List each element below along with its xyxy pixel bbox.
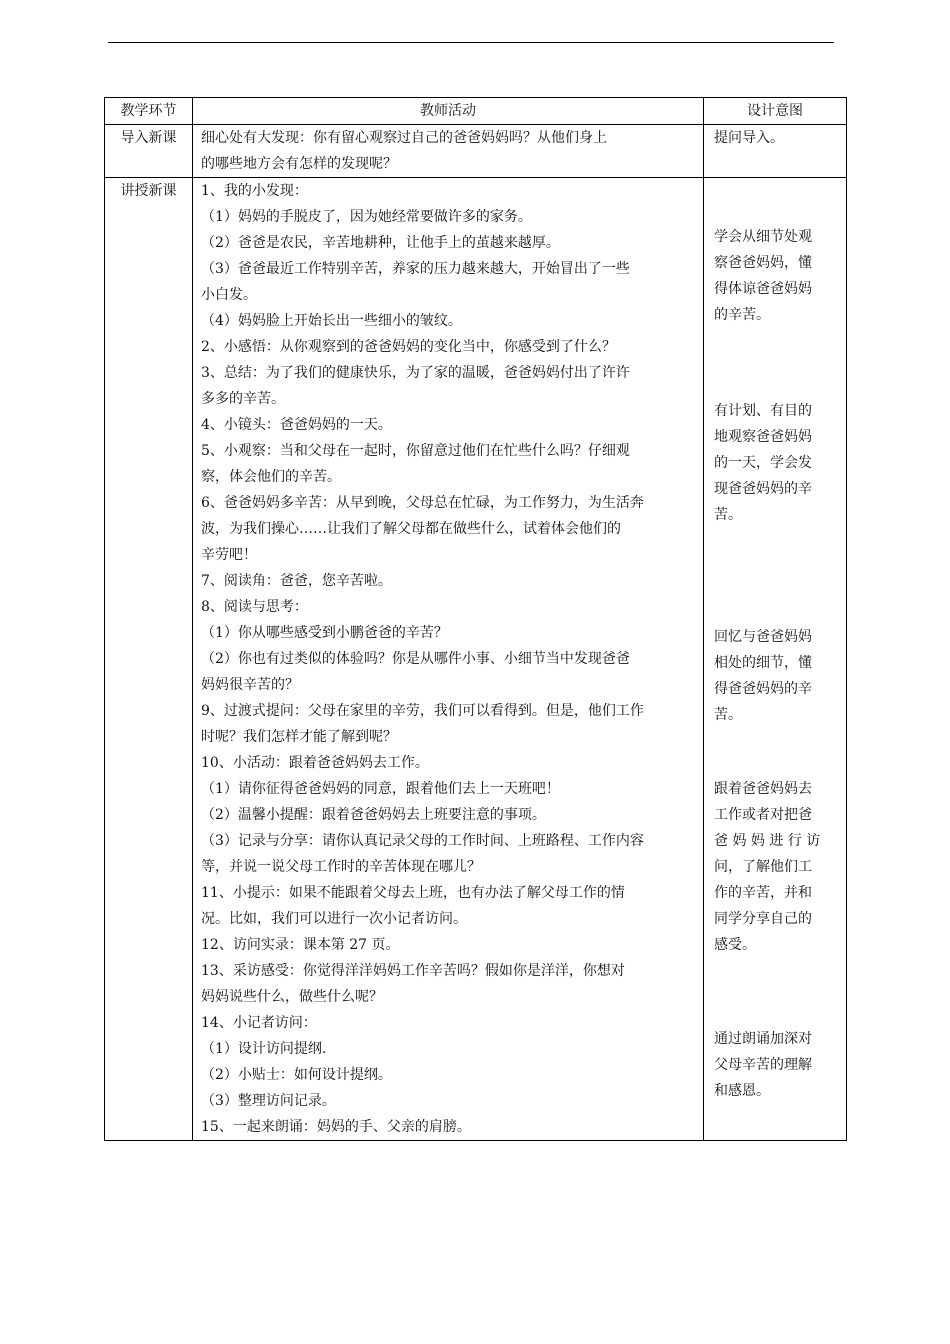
intent-block <box>714 624 842 728</box>
activity-line: （1）妈妈的手脱皮了，因为她经常要做许多的家务。 <box>201 209 532 225</box>
intent-block <box>714 1026 842 1104</box>
activity-line: 的哪些地方会有怎样的发现呢？ <box>201 156 397 172</box>
table-header-row <box>105 98 847 125</box>
activity-cell <box>193 125 704 178</box>
activity-line: 2、小感悟：从你观察到的爸爸妈妈的变化当中，你感受到了什么？ <box>201 339 616 355</box>
activity-line: 细心处有大发现：你有留心观察过自己的爸爸妈妈吗？从他们身上 <box>201 130 607 146</box>
activity-line: 12、访问实录：课本第 27 页。 <box>201 937 400 953</box>
activity-line: 15、一起来朗诵：妈妈的手、父亲的肩膀。 <box>201 1119 471 1135</box>
intent-line: 得体谅爸爸妈妈 <box>714 281 812 297</box>
intent-line: 跟着爸爸妈妈去 <box>714 781 812 797</box>
intent-line: 的辛苦。 <box>714 307 770 323</box>
activity-line: 况。比如，我们可以进行一次小记者访问。 <box>201 911 467 927</box>
activity-line: 波，为我们操心……让我们了解父母都在做些什么，试着体会他们的 <box>201 521 621 537</box>
activity-line: （2）爸爸是农民，辛苦地耕种，让他手上的茧越来越厚。 <box>201 235 560 251</box>
activity-line: （3）记录与分享：请你认真记录父母的工作时间、上班路程、工作内容 <box>201 833 644 849</box>
activity-line: 5、小观察：当和父母在一起时，你留意过他们在忙些什么吗？仔细观 <box>201 443 630 459</box>
intent-line: 父母辛苦的理解 <box>714 1057 812 1073</box>
activity-line: （3）爸爸最近工作特别辛苦，养家的压力越来越大，开始冒出了一些 <box>201 261 630 277</box>
table-row <box>105 125 847 178</box>
activity-line: 8、阅读与思考： <box>201 599 308 615</box>
table-row <box>105 178 847 1141</box>
activity-line: 9、过渡式提问：父母在家里的辛劳，我们可以看得到。但是，他们工作 <box>201 703 644 719</box>
intent-cell <box>704 125 847 178</box>
intent-cell <box>704 178 847 1141</box>
intent-line: 提问导入。 <box>714 130 784 146</box>
activity-line: 3、总结：为了我们的健康快乐，为了家的温暖，爸爸妈妈付出了许许 <box>201 365 630 381</box>
activity-line: （2）你也有过类似的体验吗？你是从哪件小事、小细节当中发现爸爸 <box>201 651 630 667</box>
intent-line: 爸 妈 妈 进 行 访 <box>714 833 821 849</box>
intent-line: 相处的细节，懂 <box>714 655 812 671</box>
activity-line: 10、小活动：跟着爸爸妈妈去工作。 <box>201 755 429 771</box>
activity-line: 7、阅读角：爸爸，您辛苦啦。 <box>201 573 392 589</box>
activity-line: 察，体会他们的辛苦。 <box>201 469 341 485</box>
stage-cell: 导入新课 <box>105 125 193 178</box>
activity-line: （3）整理访问记录。 <box>201 1093 336 1109</box>
activity-line: 辛劳吧！ <box>201 547 257 563</box>
intent-line: 学会从细节处观 <box>714 229 812 245</box>
intent-line: 和感恩。 <box>714 1083 770 1099</box>
intent-line: 工作或者对把爸 <box>714 807 812 823</box>
activity-cell <box>193 178 704 1141</box>
activity-line: 13、采访感受：你觉得洋洋妈妈工作辛苦吗？假如你是洋洋，你想对 <box>201 963 625 979</box>
activity-line: 14、小记者访问： <box>201 1015 317 1031</box>
intent-line: 苦。 <box>714 507 742 523</box>
activity-line: （2）小贴士：如何设计提纲。 <box>201 1067 392 1083</box>
header-activity: 教师活动 <box>193 98 704 125</box>
activity-line: 1、我的小发现： <box>201 183 308 199</box>
lesson-plan-table <box>104 97 847 1141</box>
activity-line: 多多的辛苦。 <box>201 391 285 407</box>
intent-line: 苦。 <box>714 707 742 723</box>
activity-line: （2）温馨小提醒：跟着爸爸妈妈去上班要注意的事项。 <box>201 807 546 823</box>
intent-line: 现爸爸妈妈的辛 <box>714 481 812 497</box>
activity-line: （1）你从哪些感受到小鹏爸爸的辛苦？ <box>201 625 448 641</box>
activity-line: 时呢？我们怎样才能了解到呢？ <box>201 729 397 745</box>
intent-line: 回忆与爸爸妈妈 <box>714 629 812 645</box>
intent-line: 作的辛苦，并和 <box>714 885 812 901</box>
intent-line: 感受。 <box>714 937 756 953</box>
stage-cell: 讲授新课 <box>105 178 193 1141</box>
activity-line: 11、小提示：如果不能跟着父母去上班，也有办法了解父母工作的情 <box>201 885 625 901</box>
intent-block <box>714 776 842 958</box>
intent-line: 得爸爸妈妈的辛 <box>714 681 812 697</box>
activity-line: （1）请你征得爸爸妈妈的同意，跟着他们去上一天班吧！ <box>201 781 560 797</box>
intent-line: 地观察爸爸妈妈 <box>714 429 812 445</box>
activity-line: 小白发。 <box>201 287 257 303</box>
header-rule <box>108 42 834 43</box>
header-stage: 教学环节 <box>105 98 193 125</box>
activity-line: （1）设计访问提纲. <box>201 1041 327 1057</box>
activity-line: （4）妈妈脸上开始长出一些细小的皱纹。 <box>201 313 462 329</box>
activity-line: 6、爸爸妈妈多辛苦：从早到晚，父母总在忙碌，为工作努力，为生活奔 <box>201 495 644 511</box>
activity-line: 4、小镜头：爸爸妈妈的一天。 <box>201 417 392 433</box>
intent-block <box>714 224 842 328</box>
intent-line: 的一天，学会发 <box>714 455 812 471</box>
activity-line: 妈妈说些什么，做些什么呢？ <box>201 989 383 1005</box>
intent-line: 通过朗诵加深对 <box>714 1031 812 1047</box>
activity-line: 等，并说一说父母工作时的辛苦体现在哪儿？ <box>201 859 481 875</box>
intent-line: 有计划、有目的 <box>714 403 812 419</box>
header-intent: 设计意图 <box>704 98 847 125</box>
intent-line: 同学分享自己的 <box>714 911 812 927</box>
intent-line: 问，了解他们工 <box>714 859 812 875</box>
activity-line: 妈妈很辛苦的？ <box>201 677 299 693</box>
intent-block <box>714 398 842 528</box>
intent-line: 察爸爸妈妈，懂 <box>714 255 812 271</box>
